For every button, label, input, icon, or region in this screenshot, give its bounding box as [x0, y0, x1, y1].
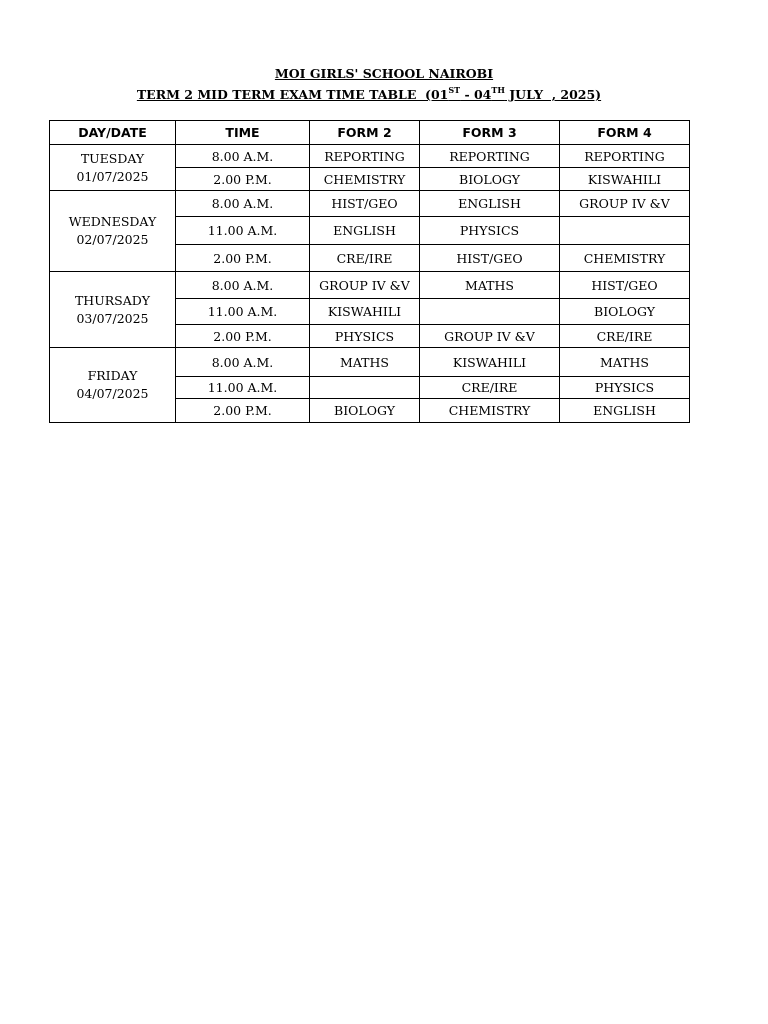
form3-cell: PHYSICS: [420, 217, 560, 245]
day-name: TUESDAY: [80, 150, 145, 166]
day-cell: [50, 348, 176, 423]
time-cell: 2.00 P.M.: [176, 399, 310, 423]
form3-cell: BIOLOGY: [420, 168, 560, 191]
form2-cell: REPORTING: [310, 145, 420, 168]
form4-cell: MATHS: [560, 348, 690, 377]
form4-cell: GROUP IV &V: [560, 191, 690, 217]
time-cell: 2.00 P.M.: [176, 168, 310, 191]
day-name: WEDNESDAY: [68, 214, 157, 229]
form2-cell: GROUP IV &V: [310, 272, 420, 299]
form2-cell: [310, 377, 420, 399]
school-name-heading: MOI GIRLS' SCHOOL NAIROBI: [274, 66, 494, 81]
title-sup-th: TH: [491, 85, 505, 95]
time-cell: 8.00 A.M.: [176, 145, 310, 168]
form4-cell: CRE/IRE: [560, 325, 690, 348]
form3-cell: REPORTING: [420, 145, 560, 168]
form2-cell: CRE/IRE: [310, 245, 420, 272]
title-suffix: JULY , 2025): [504, 87, 602, 102]
form3-cell: GROUP IV &V: [420, 325, 560, 348]
form4-cell: KISWAHILI: [560, 168, 690, 191]
time-cell: 11.00 A.M.: [176, 377, 310, 399]
form2-cell: BIOLOGY: [310, 399, 420, 423]
time-cell: 2.00 P.M.: [176, 325, 310, 348]
timetable-title-heading: [0, 87, 753, 102]
header-form-2: FORM 2: [310, 121, 420, 145]
time-cell: 8.00 A.M.: [176, 191, 310, 217]
form4-cell: REPORTING: [560, 145, 690, 168]
time-cell: 11.00 A.M.: [176, 217, 310, 245]
form3-cell: MATHS: [420, 272, 560, 299]
exam-timetable: [49, 120, 690, 423]
day-name: FRIDAY: [87, 368, 138, 383]
time-cell: 2.00 P.M.: [176, 245, 310, 272]
form3-cell: HIST/GEO: [420, 245, 560, 272]
form3-cell: CRE/IRE: [420, 377, 560, 399]
form2-cell: KISWAHILI: [310, 299, 420, 325]
title-mid: - 04: [460, 87, 492, 102]
day-date: 02/07/2025: [76, 232, 149, 247]
form3-cell: [420, 299, 560, 325]
form4-cell: [560, 217, 690, 245]
title-prefix: TERM 2 MID TERM EXAM TIME TABLE (01: [136, 87, 449, 102]
form4-cell: BIOLOGY: [560, 299, 690, 325]
table-row: [50, 191, 690, 217]
header-time: TIME: [176, 121, 310, 145]
table-row: [50, 348, 690, 377]
time-cell: 8.00 A.M.: [176, 272, 310, 299]
day-date: 03/07/2025: [76, 310, 149, 326]
form4-cell: HIST/GEO: [560, 272, 690, 299]
time-cell: 8.00 A.M.: [176, 348, 310, 377]
table-row: [50, 145, 690, 168]
day-name: THURSADY: [74, 292, 151, 308]
day-date: 04/07/2025: [76, 386, 149, 401]
form4-cell: ENGLISH: [560, 399, 690, 423]
form4-cell: PHYSICS: [560, 377, 690, 399]
title-sup-st: ST: [448, 85, 461, 95]
form2-cell: PHYSICS: [310, 325, 420, 348]
table-header-row: [50, 121, 690, 145]
time-cell: 11.00 A.M.: [176, 299, 310, 325]
form3-cell: ENGLISH: [420, 191, 560, 217]
header-form-3: FORM 3: [420, 121, 560, 145]
form4-cell: CHEMISTRY: [560, 245, 690, 272]
form2-cell: CHEMISTRY: [310, 168, 420, 191]
header-form-4: FORM 4: [560, 121, 690, 145]
form2-cell: HIST/GEO: [310, 191, 420, 217]
table-row: [50, 272, 690, 299]
day-cell: [50, 191, 176, 272]
day-cell: [50, 272, 176, 348]
day-cell: [50, 145, 176, 191]
header-day-date: DAY/DATE: [50, 121, 176, 145]
day-date: 01/07/2025: [76, 168, 149, 184]
form3-cell: CHEMISTRY: [420, 399, 560, 423]
form2-cell: ENGLISH: [310, 217, 420, 245]
form3-cell: KISWAHILI: [420, 348, 560, 377]
form2-cell: MATHS: [310, 348, 420, 377]
